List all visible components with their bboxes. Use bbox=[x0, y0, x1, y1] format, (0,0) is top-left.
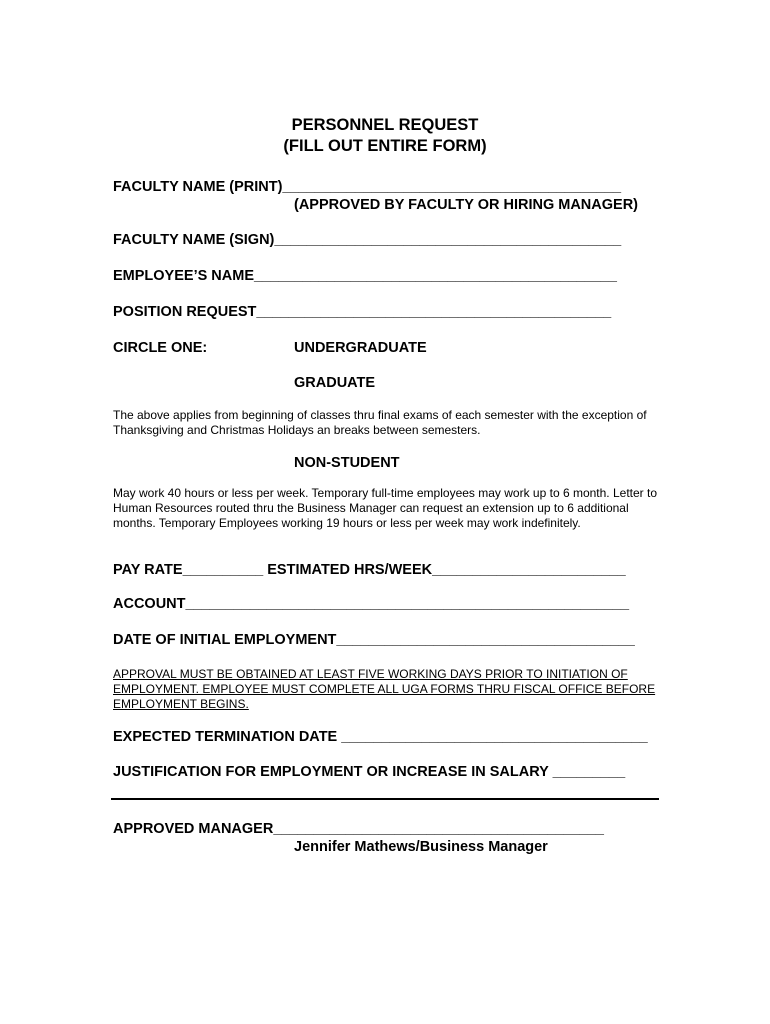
approval-notice: APPROVAL MUST BE OBTAINED AT LEAST FIVE WORKING DAYS PRIOR TO INITIATION OF EMPLOYMENT. EMPLOYEE MUST COMPLETE ALL UGA FORMS THRU FISCAL OFFICE BEFORE EMPLOYMENT BEGINS. bbox=[113, 667, 656, 712]
faculty-name-sign-field[interactable]: FACULTY NAME (SIGN)___________________________________________ bbox=[113, 232, 622, 248]
option-non-student[interactable]: NON-STUDENT bbox=[294, 455, 400, 471]
non-student-note: May work 40 hours or less per week. Temporary full-time employees may work up to 6 month. Letter to Human Resources routed thru the Business Manager can request an extension up to 6 additional months. Temporary Employees working 19 hours or less per week may work indefinitely. bbox=[113, 486, 658, 531]
justification-field[interactable]: JUSTIFICATION FOR EMPLOYMENT OR INCREASE IN SALARY _________ bbox=[113, 764, 626, 780]
form-subtitle: (FILL OUT ENTIRE FORM) bbox=[283, 137, 487, 155]
faculty-name-print-field[interactable]: FACULTY NAME (PRINT)__________________________________________ bbox=[113, 179, 622, 195]
option-undergraduate[interactable]: UNDERGRADUATE bbox=[294, 340, 427, 356]
circle-one-label: CIRCLE ONE: bbox=[113, 340, 208, 356]
form-title: PERSONNEL REQUEST bbox=[291, 116, 479, 134]
date-initial-employment-field[interactable]: DATE OF INITIAL EMPLOYMENT_____________________________________ bbox=[113, 632, 635, 648]
approved-by-note: (APPROVED BY FACULTY OR HIRING MANAGER) bbox=[294, 197, 638, 213]
graduate-note: The above applies from beginning of classes thru final exams of each semester with the exception of Thanksgiving and Christmas Holidays an breaks between semesters. bbox=[113, 408, 647, 438]
approved-manager-field[interactable]: APPROVED MANAGER_________________________________________ bbox=[113, 821, 604, 837]
manager-name: Jennifer Mathews/Business Manager bbox=[294, 839, 548, 855]
pay-rate-hours-field[interactable]: PAY RATE__________ ESTIMATED HRS/WEEK________________________ bbox=[113, 562, 626, 578]
justification-line[interactable] bbox=[111, 798, 659, 800]
option-graduate[interactable]: GRADUATE bbox=[294, 375, 376, 391]
position-request-field[interactable]: POSITION REQUEST____________________________________________ bbox=[113, 304, 612, 320]
employee-name-field[interactable]: EMPLOYEE’S NAME_____________________________________________ bbox=[113, 268, 617, 284]
account-field[interactable]: ACCOUNT_______________________________________________________ bbox=[113, 596, 630, 612]
expected-termination-date-field[interactable]: EXPECTED TERMINATION DATE ______________________________________ bbox=[113, 729, 648, 745]
